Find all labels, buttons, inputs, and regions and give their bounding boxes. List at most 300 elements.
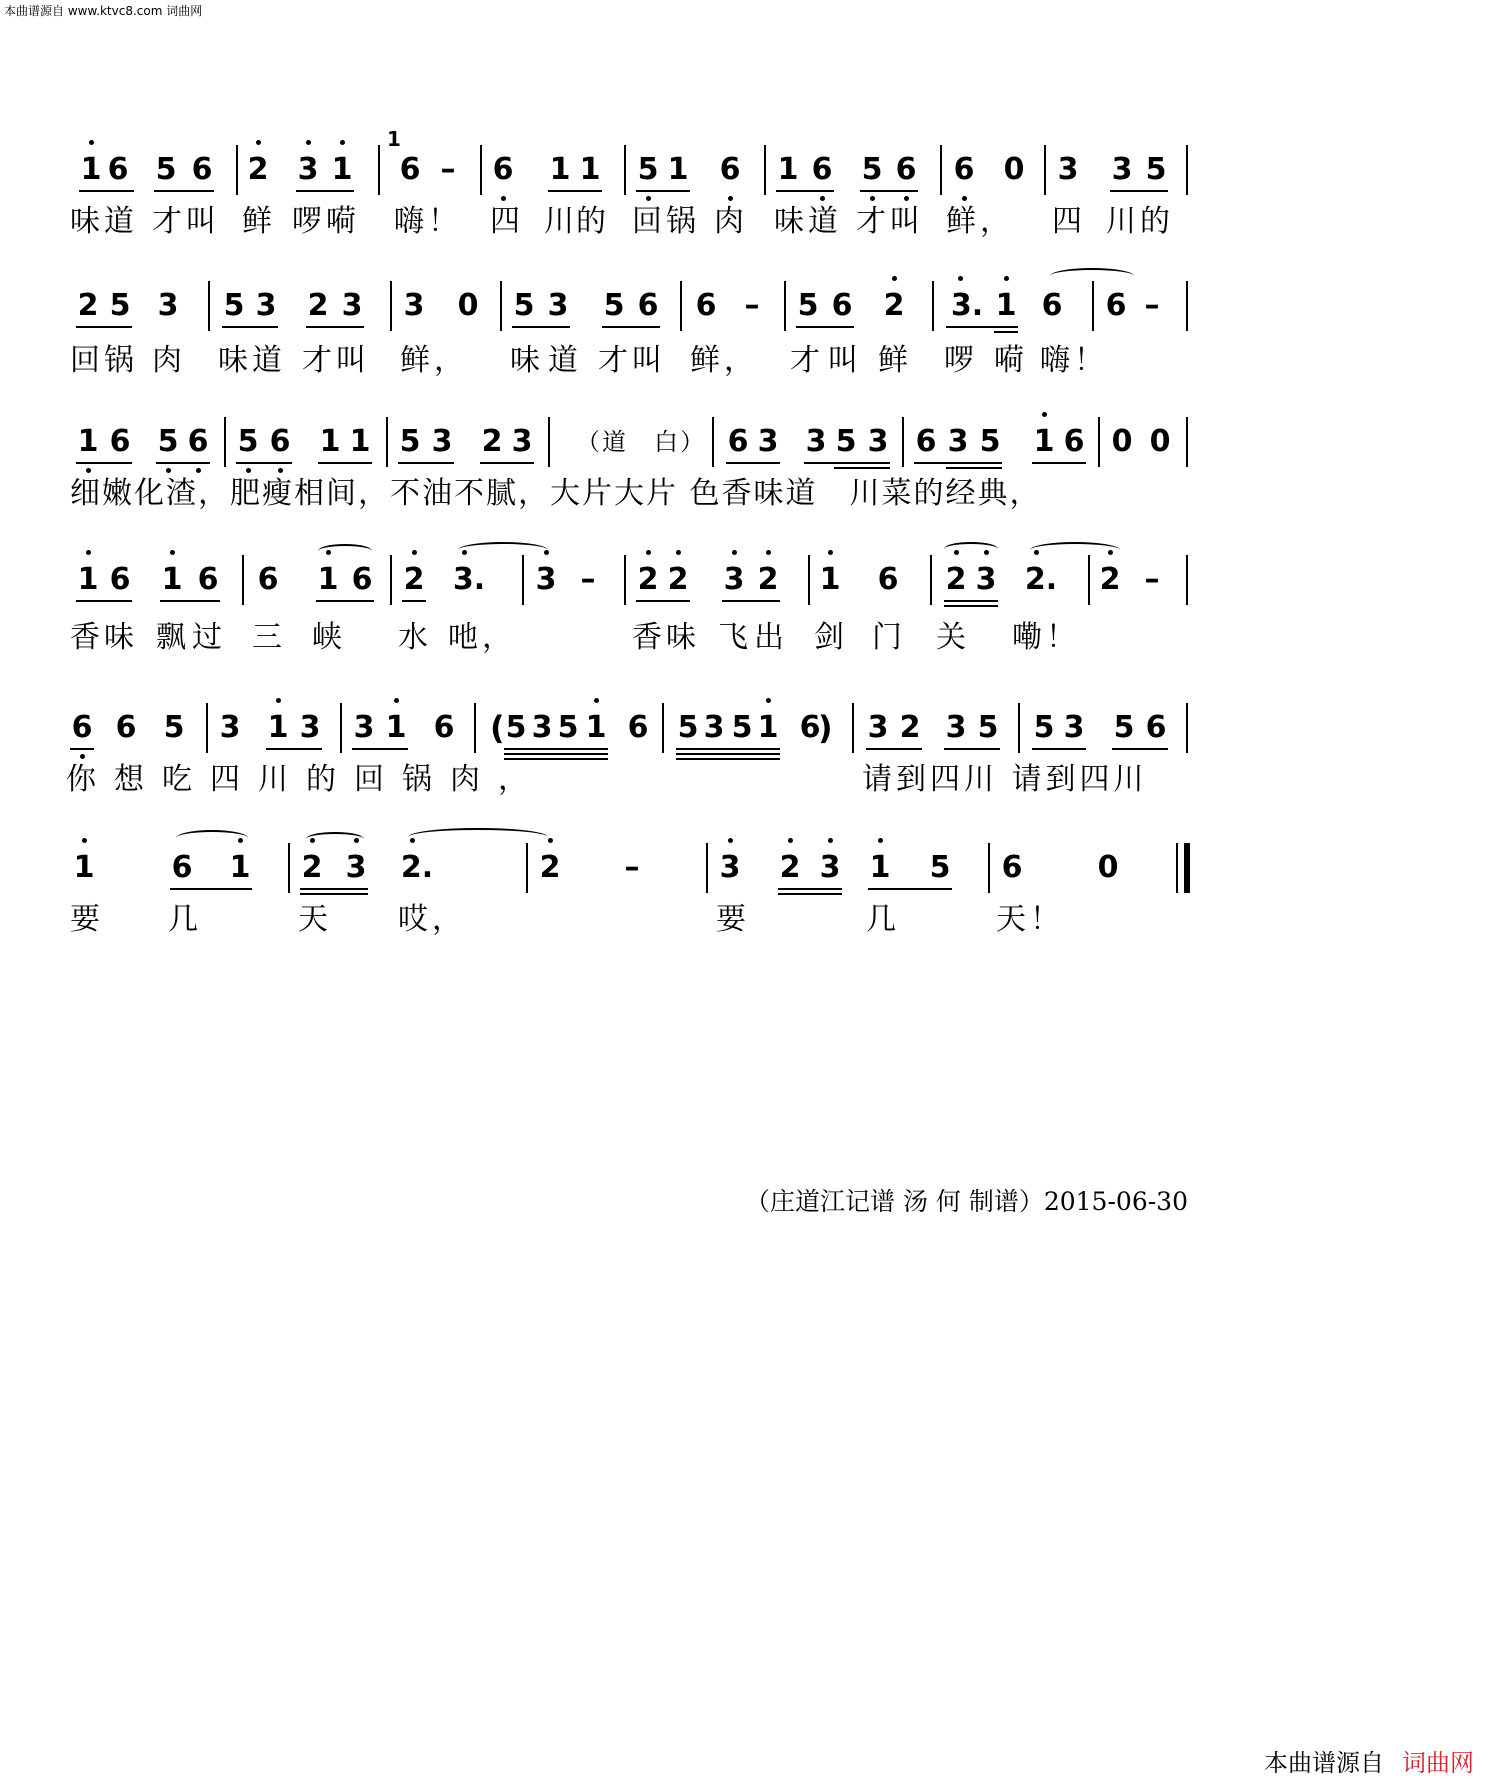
lyric-syllable: 关 — [936, 620, 970, 655]
note: 1 — [349, 424, 371, 459]
note: 6 — [719, 152, 741, 187]
octave-dot — [278, 468, 283, 473]
octave-dot — [962, 196, 967, 201]
open-paren: ( — [490, 709, 505, 747]
barline — [378, 145, 380, 195]
lyric-syllable: 水 — [398, 620, 432, 655]
note: 6 — [695, 288, 717, 323]
note: 3 — [1111, 152, 1133, 187]
note: 3 — [403, 288, 425, 323]
octave-dot — [170, 550, 175, 555]
lyric-syllable: 鲜， — [690, 343, 758, 378]
duration-underline — [946, 467, 1002, 469]
note: 5 — [505, 710, 527, 745]
duration-underline — [796, 326, 854, 328]
lyric-syllable: 味 — [104, 620, 138, 655]
barline — [940, 145, 942, 195]
octave-dot — [1042, 412, 1047, 417]
duration-underline — [778, 888, 842, 890]
duration-underline — [726, 462, 780, 464]
duration-underline — [860, 190, 918, 192]
duration-underline — [944, 605, 998, 607]
note: 0 — [457, 288, 479, 323]
barline — [1176, 843, 1178, 893]
note: 3. — [950, 288, 984, 323]
note: 6 — [877, 562, 899, 597]
duration-underline — [1112, 748, 1168, 750]
note: 6 — [1041, 288, 1063, 323]
octave-dot — [306, 140, 311, 145]
duration-underline — [804, 462, 890, 464]
lyric-syllable: 才 — [598, 343, 632, 378]
duration-underline — [76, 600, 132, 602]
slur-tie — [944, 542, 998, 556]
barline — [522, 555, 524, 605]
lyric-syllable: 香 — [632, 620, 666, 655]
octave-dot — [80, 754, 85, 759]
note: 3 — [947, 424, 969, 459]
note: 2 — [403, 562, 425, 597]
barline — [624, 145, 626, 195]
note: 5 — [155, 152, 177, 187]
note: 6 — [492, 152, 514, 187]
duration-underline — [266, 748, 322, 750]
duration-underline — [944, 600, 998, 602]
note: 5 — [1033, 710, 1055, 745]
barline — [1184, 843, 1190, 893]
note: 1 — [995, 288, 1017, 323]
note: 0 — [1111, 424, 1133, 459]
note: 6 — [171, 850, 193, 885]
octave-dot — [820, 196, 825, 201]
barline — [548, 417, 550, 467]
note: 6 — [1105, 288, 1127, 323]
note: 6 — [109, 562, 131, 597]
duration-underline — [776, 190, 834, 192]
lyric-syllable: 道 — [104, 204, 138, 239]
note: 2 — [667, 562, 689, 597]
octave-dot — [676, 550, 681, 555]
duration-underline — [352, 748, 408, 750]
note: 6 — [107, 152, 129, 187]
barline — [208, 281, 210, 331]
note: 1 — [229, 850, 251, 885]
duration-underline — [398, 462, 454, 464]
octave-dot — [892, 276, 897, 281]
note: – — [580, 562, 596, 597]
lyric-syllable: 味 — [666, 620, 700, 655]
barline — [852, 703, 854, 753]
lyric-syllable: 锅 — [666, 204, 700, 239]
grace-note: 1 — [387, 127, 401, 151]
lyric-syllable: 剑 — [814, 620, 848, 655]
octave-dot — [89, 140, 94, 145]
barline — [526, 843, 528, 893]
duration-underline — [1032, 462, 1086, 464]
duration-underline — [778, 893, 842, 895]
note: 6 — [399, 152, 421, 187]
note: 5 — [163, 710, 185, 745]
lyric-syllable: 几 — [866, 902, 900, 937]
barline — [680, 281, 682, 331]
lyric-syllable: 回 — [70, 343, 104, 378]
lyric-syllable: 味 — [218, 343, 252, 378]
note: 5 — [603, 288, 625, 323]
note: 2 — [539, 850, 561, 885]
barline — [390, 555, 392, 605]
barline — [480, 145, 482, 195]
note: 6 — [627, 710, 649, 745]
note: 2 — [883, 288, 905, 323]
octave-dot — [904, 196, 909, 201]
lyric-syllable: 飞 — [718, 620, 752, 655]
lyric-syllable: 过 — [192, 620, 226, 655]
duration-underline — [676, 753, 780, 755]
duration-underline — [636, 190, 690, 192]
note: 1 — [1033, 424, 1055, 459]
lyric-syllable: 鲜， — [400, 343, 468, 378]
note: 6 — [831, 288, 853, 323]
barline — [206, 703, 208, 753]
lyric-syllable: 叫 — [828, 343, 862, 378]
lyric-syllable: 哎， — [398, 902, 466, 937]
duration-underline — [76, 326, 132, 328]
duration-underline — [318, 462, 372, 464]
note: 3 — [157, 288, 179, 323]
lyric-syllable: 锅 — [104, 343, 138, 378]
slur-tie — [1030, 542, 1120, 558]
octave-dot — [594, 698, 599, 703]
duration-underline — [914, 462, 1002, 464]
note: 6 — [1145, 710, 1167, 745]
lyric-syllable: 飘 — [156, 620, 190, 655]
slur-tie — [318, 544, 372, 558]
note: 3 — [719, 850, 741, 885]
note: 6 — [257, 562, 279, 597]
barline — [706, 843, 708, 893]
note: 0 — [1003, 152, 1025, 187]
duration-underline — [548, 190, 602, 192]
barline — [224, 417, 226, 467]
note: 6 — [197, 562, 219, 597]
note: 3 — [299, 710, 321, 745]
note: 5 — [797, 288, 819, 323]
octave-dot — [394, 698, 399, 703]
note: 5 — [557, 710, 579, 745]
lyric-syllable: 嗨！ — [394, 204, 462, 239]
note: 1 — [585, 710, 607, 745]
lyric-syllable: 叫 — [632, 343, 666, 378]
note: 1 — [777, 152, 799, 187]
note: 3 — [297, 152, 319, 187]
octave-dot — [256, 140, 261, 145]
octave-dot — [340, 140, 345, 145]
barline — [1018, 703, 1020, 753]
barline — [1186, 145, 1188, 195]
note: 3 — [703, 710, 725, 745]
note: 1 — [579, 152, 601, 187]
octave-dot — [728, 838, 733, 843]
barline — [288, 843, 290, 893]
duration-underline — [676, 748, 780, 750]
note: 2 — [757, 562, 779, 597]
note: 3 — [345, 850, 367, 885]
note: 3 — [975, 562, 997, 597]
duration-underline — [1110, 190, 1168, 192]
site-name-link[interactable]: 词曲网 — [1402, 1749, 1474, 1777]
lyric-syllable: 鲜 — [242, 204, 276, 239]
duration-underline — [868, 888, 952, 890]
note: 6 — [109, 424, 131, 459]
duration-underline — [316, 600, 374, 602]
barline — [236, 145, 238, 195]
note: 5 — [223, 288, 245, 323]
octave-dot — [1004, 276, 1009, 281]
barline — [1092, 281, 1094, 331]
barline — [1186, 703, 1188, 753]
note: 3 — [431, 424, 453, 459]
lyric-syllable: 道 — [252, 343, 286, 378]
lyric-syllable: 要 — [716, 902, 750, 937]
note: 2 — [637, 562, 659, 597]
lyric-syllable: 峡 — [312, 620, 346, 655]
octave-dot — [548, 838, 553, 843]
note: 5 — [399, 424, 421, 459]
barline — [340, 703, 342, 753]
note: 6 — [727, 424, 749, 459]
duration-underline — [402, 600, 426, 602]
octave-dot — [646, 196, 651, 201]
duration-underline — [676, 758, 780, 760]
note: 6 — [895, 152, 917, 187]
barline — [764, 145, 766, 195]
lyric-syllable: 四 — [1052, 204, 1086, 239]
note: 3 — [867, 424, 889, 459]
note: 0 — [1097, 850, 1119, 885]
octave-dot — [958, 276, 963, 281]
slur-tie — [176, 830, 248, 846]
lyric-syllable: 鲜 — [878, 343, 912, 378]
octave-dot — [196, 468, 201, 473]
duration-underline — [79, 190, 134, 192]
octave-dot — [766, 698, 771, 703]
note: 6 — [269, 424, 291, 459]
note: 3 — [255, 288, 277, 323]
lyric-syllable: 要 — [70, 902, 104, 937]
octave-dot — [82, 838, 87, 843]
barline — [784, 281, 786, 331]
octave-dot — [412, 550, 417, 555]
note: 1 — [331, 152, 353, 187]
lyric-syllable: 味 — [70, 204, 104, 239]
note: 3 — [867, 710, 889, 745]
duration-underline — [636, 600, 690, 602]
duration-underline — [70, 748, 94, 750]
octave-dot — [828, 838, 833, 843]
note: 5 — [677, 710, 699, 745]
duration-underline — [512, 326, 570, 328]
barline — [808, 555, 810, 605]
lyric-syllable: 啰 — [292, 204, 326, 239]
note: 5 — [1145, 152, 1167, 187]
note: 3 — [757, 424, 779, 459]
note: 2 — [899, 710, 921, 745]
duration-underline — [222, 326, 278, 328]
barline — [930, 555, 932, 605]
note: 2 — [481, 424, 503, 459]
note: 5 — [1113, 710, 1135, 745]
note: 3 — [511, 424, 533, 459]
spoken-cue: （道 白） — [576, 428, 706, 456]
note: 2 — [307, 288, 329, 323]
barline — [390, 281, 392, 331]
barline — [474, 703, 476, 753]
note: 6 — [71, 710, 93, 745]
note: 1 — [819, 562, 841, 597]
duration-underline — [236, 462, 292, 464]
duration-underline — [834, 467, 890, 469]
duration-underline — [504, 753, 608, 755]
octave-dot — [166, 468, 171, 473]
lyric-syllable: 叫 — [186, 204, 220, 239]
note: 1 — [757, 710, 779, 745]
octave-dot — [732, 550, 737, 555]
note: – — [1144, 288, 1160, 323]
footer-source — [1264, 1743, 1474, 1778]
lyric-syllable: 细嫩化渣，肥瘦相间，不油不腻，大片大片 色香味道 川菜的经典， — [70, 476, 1042, 511]
note: 6 — [351, 562, 373, 597]
slur-tie — [458, 542, 548, 558]
note: 6 — [1001, 850, 1023, 885]
note: 3 — [341, 288, 363, 323]
note: 5 — [979, 424, 1001, 459]
note: 6 — [115, 710, 137, 745]
note: 0 — [1149, 424, 1171, 459]
note: 3 — [547, 288, 569, 323]
octave-dot — [828, 550, 833, 555]
barline — [902, 417, 904, 467]
duration-underline — [300, 893, 368, 895]
lyric-syllable: 道 — [548, 343, 582, 378]
note: 5 — [637, 152, 659, 187]
duration-underline — [602, 326, 660, 328]
lyric-syllable: 叫 — [890, 204, 924, 239]
lyric-syllable: 才 — [152, 204, 186, 239]
barline — [712, 417, 714, 467]
duration-underline — [306, 326, 364, 328]
note: 2 — [945, 562, 967, 597]
lyric-syllable: 叫 — [336, 343, 370, 378]
barline — [1186, 281, 1188, 331]
footer-source-label: 本曲谱源自 — [1264, 1749, 1384, 1777]
duration-underline — [154, 190, 214, 192]
note: 3 — [535, 562, 557, 597]
duration-underline — [480, 462, 534, 464]
note: 1 — [869, 850, 891, 885]
duration-underline — [946, 326, 1018, 328]
note: 6 — [1063, 424, 1085, 459]
note: 2 — [779, 850, 801, 885]
duration-underline — [994, 331, 1018, 333]
note: 6 — [799, 710, 821, 745]
lyric-syllable: 天！ — [996, 902, 1064, 937]
note: 2. — [1024, 562, 1058, 597]
lyric-syllable: 香 — [70, 620, 104, 655]
octave-dot — [246, 468, 251, 473]
barline — [1098, 417, 1100, 467]
note: 5 — [929, 850, 951, 885]
duration-underline — [1032, 748, 1086, 750]
note: 1 — [80, 152, 102, 187]
note: 6 — [187, 424, 209, 459]
duration-underline — [76, 462, 132, 464]
note: 3 — [531, 710, 553, 745]
note: 6 — [915, 424, 937, 459]
octave-dot — [86, 550, 91, 555]
note: 2 — [1099, 562, 1121, 597]
lyric-syllable: 嗨！ — [1040, 343, 1108, 378]
note: 2 — [247, 152, 269, 187]
duration-underline — [296, 190, 354, 192]
note: 3 — [723, 562, 745, 597]
note: 1 — [667, 152, 689, 187]
duration-underline — [504, 748, 608, 750]
octave-dot — [788, 838, 793, 843]
barline — [1044, 145, 1046, 195]
note: 5 — [861, 152, 883, 187]
note: 5 — [513, 288, 535, 323]
note: 1 — [77, 424, 99, 459]
source-watermark: 本曲谱源自 www.ktvc8.com 词曲网 — [4, 4, 203, 18]
slur-tie — [306, 832, 364, 846]
lyric-syllable: 才 — [302, 343, 336, 378]
lyric-syllable: 天 — [298, 902, 332, 937]
lyric-syllable: 门 — [872, 620, 906, 655]
lyric-syllable: 你想吃四川的回锅肉， — [66, 762, 546, 797]
note: – — [1144, 562, 1160, 597]
lyric-syllable: 啰 — [944, 343, 978, 378]
note: 3 — [945, 710, 967, 745]
lyric-syllable: 回 — [632, 204, 666, 239]
barline — [1088, 555, 1090, 605]
octave-dot — [86, 468, 91, 473]
octave-dot — [276, 698, 281, 703]
duration-underline — [156, 462, 210, 464]
octave-dot — [728, 196, 733, 201]
barline — [1186, 555, 1188, 605]
duration-underline — [160, 600, 220, 602]
lyric-syllable: 味 — [510, 343, 544, 378]
duration-underline — [722, 600, 780, 602]
close-paren: ) — [818, 709, 833, 747]
note: 3 — [819, 850, 841, 885]
note: 2. — [400, 850, 434, 885]
duration-underline — [944, 748, 1000, 750]
note: 6 — [191, 152, 213, 187]
lyric-syllable: 鲜， — [946, 204, 1014, 239]
note: 3 — [1063, 710, 1085, 745]
note: 1 — [319, 424, 341, 459]
lyric-syllable: 的 — [576, 204, 610, 239]
lyric-syllable: 肉 — [714, 204, 748, 239]
lyric-syllable: 几 — [168, 902, 202, 937]
note: 1 — [267, 710, 289, 745]
note: 1 — [549, 152, 571, 187]
duration-underline — [170, 888, 252, 890]
lyric-syllable: 吔， — [448, 620, 516, 655]
note: 5 — [237, 424, 259, 459]
transcription-credit: （庄道江记谱 汤 何 制谱）2015-06-30 — [745, 1187, 1188, 1216]
